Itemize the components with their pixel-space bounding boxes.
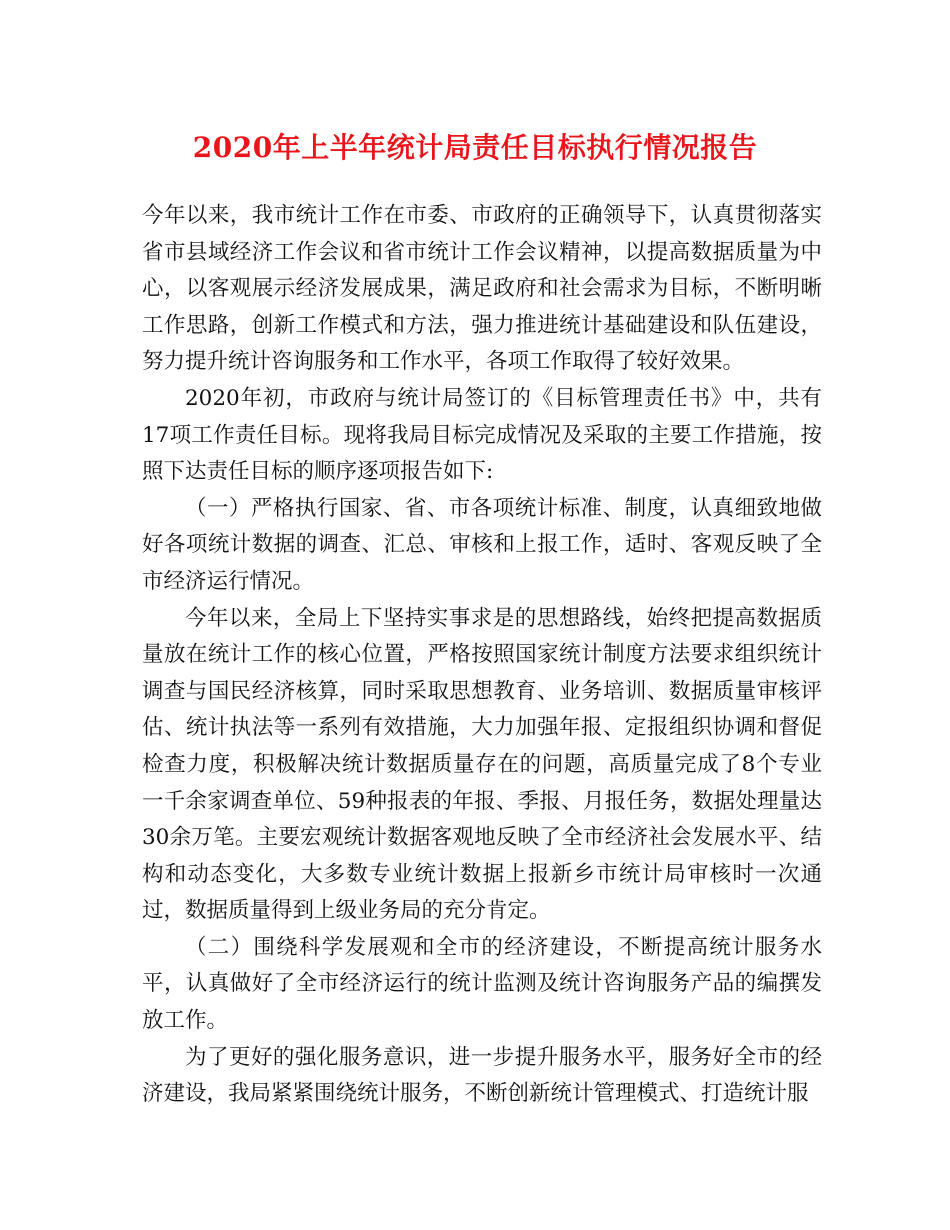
paragraph: （二）围绕科学发展观和全市的经济建设，不断提高统计服务水平，认真做好了全市经济运行的统计监测及统计咨询服务产品的编撰发放工作。 [142,934,822,1034]
paragraph: 今年以来，我市统计工作在市委、市政府的正确领导下，认真贯彻落实省市县域经济工作会议和省市统计工作会议精神，以提高数据质量为中心，以客观展示经济发展成果，满足政府和社会需求为目标，不断明晰工作思路，创新工作模式和方法，强力推进统计基础建设和队伍建设，努力提升统计咨询服务和工作水平，各项工作取得了较好效果。 [142,203,822,375]
document-body [142,198,822,1113]
paragraph: （一）严格执行国家、省、市各项统计标准、制度，认真细致地做好各项统计数据的调查、汇总、审核和上报工作，适时、客观反映了全市经济运行情况。 [142,495,822,594]
paragraph: 2020年初，市政府与统计局签订的《目标管理责任书》中，共有17项工作责任目标。现将我局目标完成情况及采取的主要工作措施，按照下达责任目标的顺序逐项报告如下: [142,385,822,485]
paragraph: 今年以来，全局上下坚持实事求是的思想路线，始终把提高数据质量放在统计工作的核心位置，严格按照国家统计制度方法要求组织统计调查与国民经济核算，同时采取思想教育、业务培训、数据质量审核评估、统计执法等一系列有效措施，大力加强年报、定报组织协调和督促检查力度，积极解决统计数据质量存在的问题，高质量完成了8个专业一千余家调查单位、59种报表的年报、季报、月报任务，数据处理量达30余万笔。主要宏观统计数据客观地反映了全市经济社会发展水平、结构和动态变化，大多数专业统计数据上报新乡市统计局审核时一次通过，数据质量得到上级业务局的充分肯定。 [142,605,822,924]
document-title: 2020年上半年统计局责任目标执行情况报告 [192,131,758,164]
paragraph: 为了更好的强化服务意识，进一步提升服务水平，服务好全市的经济建设，我局紧紧围绕统计服务，不断创新统计管理模式、打造统计服 [142,1044,822,1107]
